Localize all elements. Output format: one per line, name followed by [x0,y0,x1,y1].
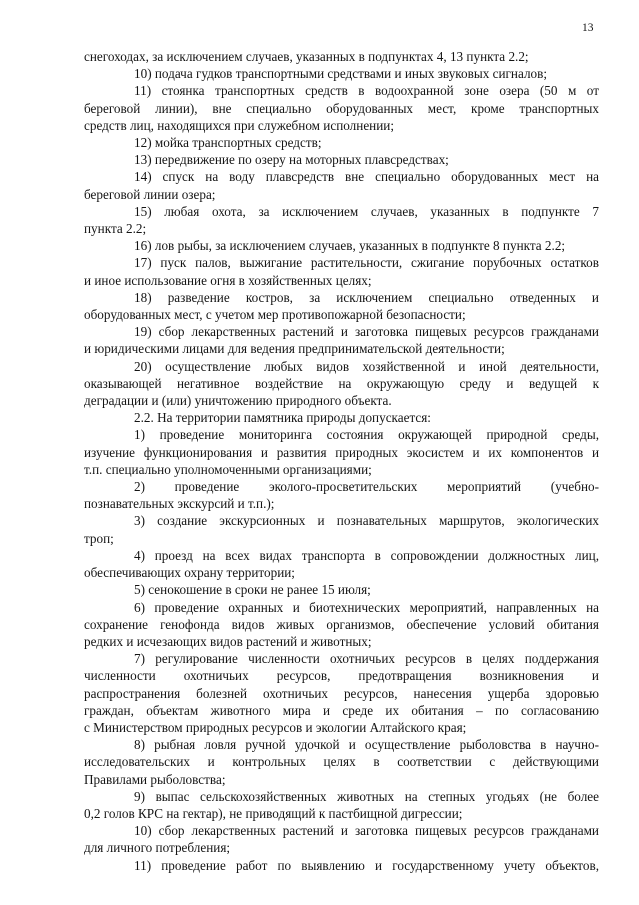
text-line: пункта 2.2; [84,221,147,237]
text-line: 19) сбор лекарственных растений и заготовка пищевых ресурсов гражданами [134,324,599,340]
text-line: 10) сбор лекарственных растений и заготовка пищевых ресурсов гражданами [134,823,599,839]
text-line: средств лиц, находящихся при служебном исполнении; [84,117,395,133]
text-line: граждан, объектам животного мира и среде их обитания – по согласованию [84,702,599,718]
text-line: 12) мойка транспортных средств; [134,135,322,151]
text-line: деградации и (или) уничтожению природного объекта. [84,393,392,409]
text-line: береговой линии озера; [84,186,216,202]
text-line: сохранение генофонда видов живых организмов, обеспечение условий обитания [84,616,599,632]
text-line: 5) сенокошение в сроки не ранее 15 июля; [134,582,371,598]
text-line: 4) проезд на всех видах транспорта в сопровождении должностных лиц, [134,547,599,563]
text-line: 16) лов рыбы, за исключением случаев, указанных в подпункте 8 пункта 2.2; [134,238,566,254]
document-body [84,48,599,874]
text-line: т.п. специально уполномоченными организациями; [84,461,372,477]
text-line: обеспечивающих охрану территории; [84,565,295,581]
text-line: 7) регулирование численности охотничьих ресурсов в целях поддержания [134,651,599,667]
text-line: 6) проведение охранных и биотехнических мероприятий, направленных на [134,599,599,615]
text-line: и иное использование огня в хозяйственных целях; [84,272,372,288]
text-line: 1) проведение мониторинга состояния окружающей природной среды, [134,427,599,443]
text-line: 17) пуск палов, выжигание растительности, сжигание порубочных остатков [134,255,599,271]
text-line: 18) разведение костров, за исключением специально отведенных и [134,289,599,305]
text-line: снегоходах, за исключением случаев, указанных в подпунктах 4, 13 пункта 2.2; [84,49,529,64]
text-line: 15) любая охота, за исключением случаев, указанных в подпункте 7 [134,203,599,219]
text-line: для личного потребления; [84,840,231,856]
text-line: 11) стоянка транспортных средств в водоохранной зоне озера (50 м от [134,83,599,99]
text-line: 11) проведение работ по выявлению и государственному учету объектов, [134,857,599,873]
text-line: 20) осуществление любых видов хозяйственной и иной деятельности, [134,358,599,374]
text-line: численности охотничьих ресурсов, предотвращения возникновения и [84,668,599,684]
text-line: 2) проведение эколого-просветительских мероприятий (учебно- [134,479,599,495]
text-line: 8) рыбная ловля ручной удочкой и осуществление рыболовства в научно- [134,737,599,753]
text-line: 3) создание экскурсионных и познавательных маршрутов, экологических [134,513,599,529]
page-number: 13 [582,22,594,34]
text-line: 9) выпас сельскохозяйственных животных на степных угодьях (не более [134,788,599,804]
text-line: 0,2 голов КРС на гектар), не приводящий к пастбищной дигрессии; [84,805,463,821]
text-line: познавательных экскурсий и т.п.); [84,496,275,512]
text-line: редких и исчезающих видов растений и животных; [84,633,372,649]
text-line: исследовательских и контрольных целях в соответствии с действующими [84,754,599,770]
text-line: 14) спуск на воду плавсредств вне специально оборудованных мест на [134,169,599,185]
text-line: и юридическими лицами для ведения предпринимательской деятельности; [84,341,505,357]
text-line: береговой линии), вне специально оборудованных мест, кроме транспортных [84,100,599,116]
text-line: 2.2. На территории памятника природы допускается: [134,410,431,426]
text-line: Правилами рыболовства; [84,771,226,787]
text-line: 10) подача гудков транспортными средствами и иных звуковых сигналов; [134,66,548,82]
text-line: оказывающей негативное воздействие на окружающую среду и ведущей к [84,375,599,391]
text-line: троп; [84,530,114,546]
text-line: изучение функционирования и развития природных экосистем и их компонентов и [84,444,599,460]
text-line: оборудованных мест, с учетом мер противопожарной безопасности; [84,307,466,323]
text-line: распространения болезней охотничьих ресурсов, нанесения ущерба здоровью [84,685,599,701]
text-line: с Министерством природных ресурсов и экологии Алтайского края; [84,719,467,735]
text-line: 13) передвижение по озеру на моторных плавсредствах; [134,152,449,168]
